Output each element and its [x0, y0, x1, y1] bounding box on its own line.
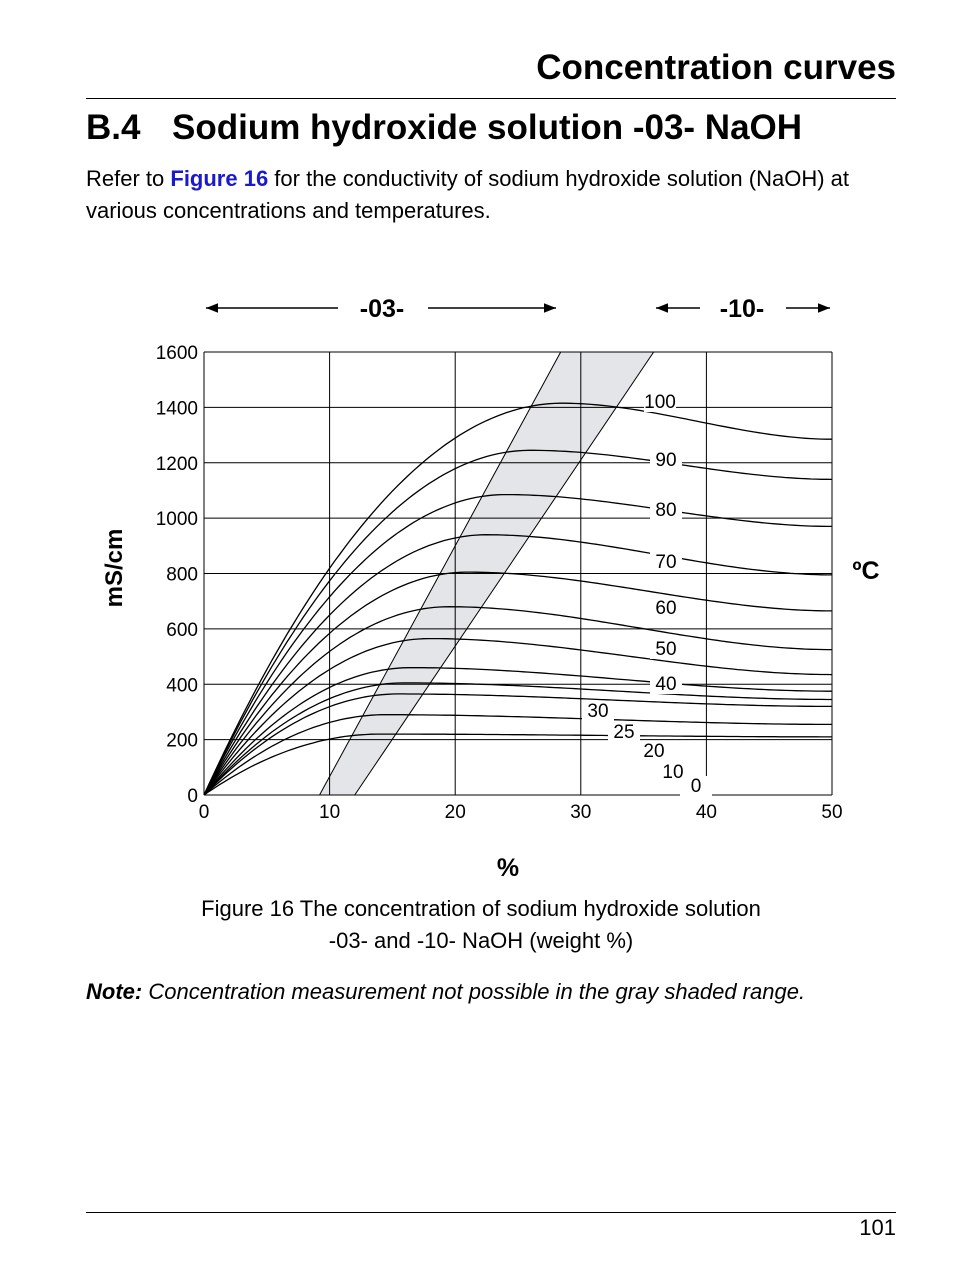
page-number: 101 [859, 1215, 896, 1240]
series-label-60: 60 [655, 598, 677, 619]
y-tick-label-0: 0 [187, 786, 198, 807]
note-paragraph [86, 976, 886, 1008]
curve-20 [204, 694, 832, 795]
note-label: Note: [86, 979, 143, 1004]
series-label-100: 100 [644, 392, 676, 413]
x-axis-label: % [496, 854, 520, 882]
y-tick-label-6: 1200 [155, 453, 198, 475]
curve-60 [204, 572, 832, 795]
curve-0 [204, 734, 832, 795]
y-tick-label-4: 800 [166, 564, 198, 586]
x-tick-label-5: 50 [821, 802, 843, 823]
series-label-20: 20 [643, 741, 665, 762]
curve-10 [204, 715, 832, 795]
section-header: Concentration curves [536, 48, 896, 87]
x-tick-label-3: 30 [570, 802, 592, 823]
series-label-10: 10 [662, 762, 684, 783]
caption-line-2: -03- and -10- NaOH (weight %) [328, 928, 634, 953]
y-axis-label: mS/cm [101, 528, 128, 608]
section-title-text: Sodium hydroxide solution -03- NaOH [172, 108, 803, 147]
y-tick-label-1: 200 [166, 730, 198, 752]
temperature-unit-label: ºC [852, 557, 880, 585]
intro-after: for the conductivity of sodium hydroxide solution (NaOH) at various concentrations and temperatures. [86, 166, 850, 223]
footer-rule [86, 1212, 896, 1213]
range-indicators [206, 295, 830, 323]
series-label-40: 40 [655, 674, 677, 695]
y-tick-label-8: 1600 [155, 343, 198, 364]
note-text: Concentration measurement not possible in the gray shaded range. [142, 979, 806, 1004]
series-label-90: 90 [655, 450, 677, 471]
section-number: B.4 [86, 108, 141, 147]
x-tick-label-0: 0 [198, 802, 210, 823]
x-tick-label-4: 40 [695, 802, 717, 823]
series-label-80: 80 [655, 500, 677, 521]
figure-caption [86, 893, 876, 957]
curve-50 [204, 607, 832, 795]
series-label-50: 50 [655, 639, 677, 660]
y-tick-label-7: 1400 [155, 398, 198, 420]
curve-30 [204, 668, 832, 795]
y-tick-label-3: 600 [166, 619, 198, 641]
figure-link[interactable]: Figure 16 [170, 166, 269, 191]
y-tick-label-2: 400 [166, 675, 198, 697]
x-tick-label-1: 10 [319, 802, 341, 823]
series-label-0: 0 [690, 776, 702, 797]
series-label-25: 25 [613, 722, 635, 743]
range-label-1: -10- [719, 295, 765, 323]
range-label-0: -03- [359, 295, 405, 323]
x-tick-label-2: 20 [444, 802, 466, 823]
intro-before: Refer to [86, 166, 171, 191]
series-label-30: 30 [587, 701, 609, 722]
y-tick-label-5: 1000 [155, 509, 198, 531]
caption-line-1: Figure 16 The concentration of sodium hydroxide solution [201, 896, 761, 921]
series-label-70: 70 [655, 552, 677, 573]
curve-25 [204, 683, 832, 795]
